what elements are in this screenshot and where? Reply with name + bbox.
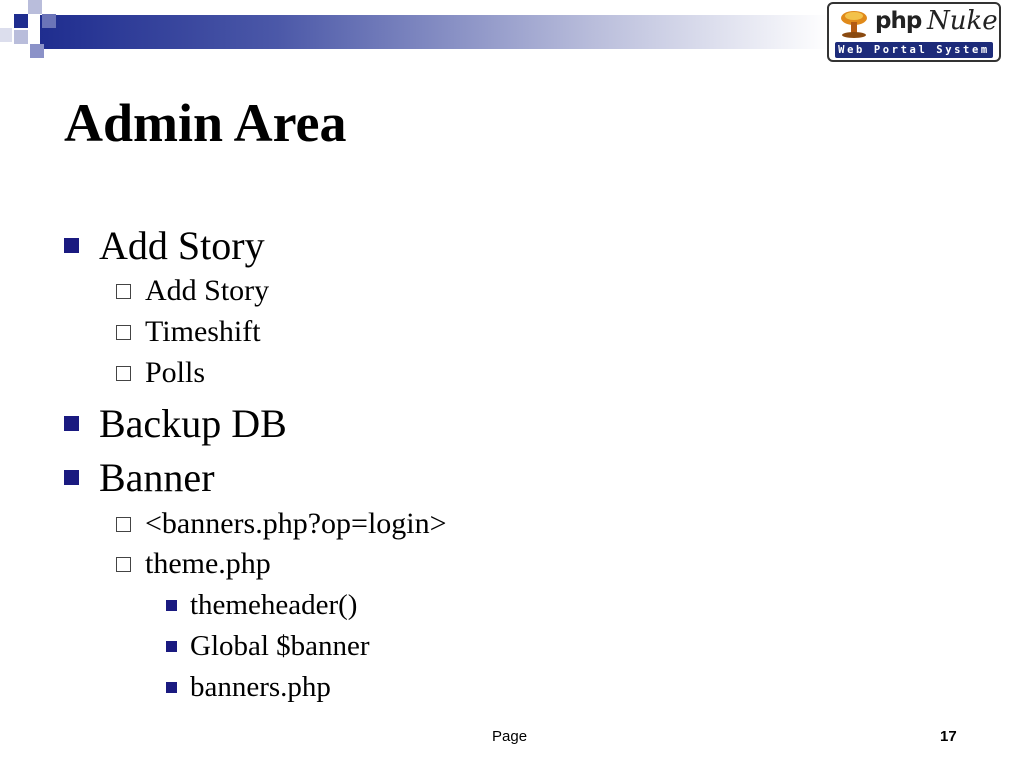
deco-square [14, 14, 28, 28]
bullet-item [116, 315, 261, 349]
logo-tagline: Web Portal System [835, 42, 993, 58]
bullet-item [116, 547, 271, 581]
logo-nuke-text: Nuke [927, 6, 998, 36]
header-gradient-band [40, 15, 830, 49]
deco-square [14, 30, 28, 44]
small-filled-square-icon [166, 641, 177, 652]
hollow-square-icon [116, 366, 131, 381]
bullet-item [64, 454, 215, 501]
bullet-item [166, 589, 357, 622]
mushroom-cloud-icon [839, 10, 869, 38]
slide-title: Admin Area [64, 93, 347, 153]
deco-square [30, 44, 44, 58]
logo-php-text: php [875, 8, 922, 34]
footer-page-label: Page [492, 728, 528, 745]
deco-square [42, 14, 56, 28]
deco-square [28, 0, 42, 14]
bullet-item [166, 671, 331, 704]
bullet-text: banners.php [190, 671, 331, 703]
hollow-square-icon [116, 325, 131, 340]
filled-square-icon [64, 416, 79, 431]
hollow-square-icon [116, 517, 131, 532]
bullet-item [116, 274, 269, 308]
small-filled-square-icon [166, 682, 177, 693]
bullet-text: theme.php [145, 547, 271, 580]
bullet-item [64, 222, 265, 269]
phpnuke-logo [827, 2, 1001, 62]
bullet-item [64, 400, 287, 447]
filled-square-icon [64, 238, 79, 253]
footer-page-number: 17 [940, 728, 957, 745]
bullet-text: themeheader() [190, 589, 358, 621]
bullet-text: Polls [145, 356, 206, 389]
small-filled-square-icon [166, 600, 177, 611]
bullet-text: Global $banner [190, 630, 370, 662]
filled-square-icon [64, 470, 79, 485]
bullet-item [116, 356, 205, 390]
deco-square [0, 28, 12, 42]
bullet-text: Timeshift [145, 315, 261, 348]
bullet-item [166, 630, 370, 663]
bullet-text: Backup DB [99, 401, 287, 446]
bullet-item [116, 507, 447, 541]
bullet-text: Banner [99, 455, 215, 500]
bullet-text: Add Story [99, 223, 265, 268]
hollow-square-icon [116, 557, 131, 572]
hollow-square-icon [116, 284, 131, 299]
bullet-text: <banners.php?op=login> [145, 507, 447, 540]
bullet-text: Add Story [145, 274, 270, 307]
